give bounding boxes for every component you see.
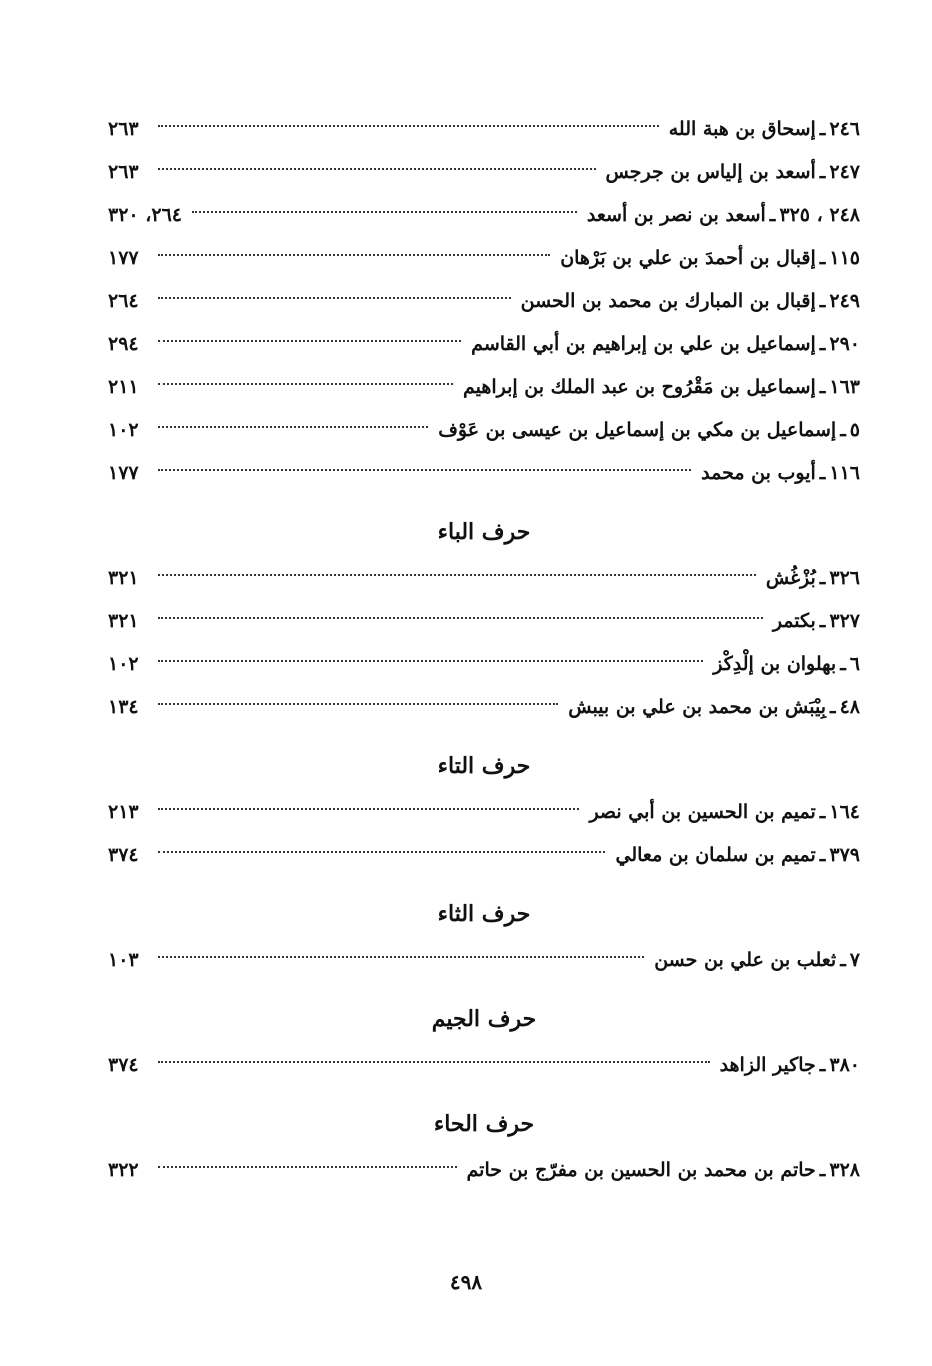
- entry-name: ثعلب بن علي بن حسن: [654, 949, 837, 971]
- entry-name: أسعد بن نصر بن أسعد: [586, 204, 766, 226]
- dot-leader: [158, 340, 461, 342]
- section-heading: حرف الجيم: [431, 1006, 537, 1032]
- entry-number: ٢٤٦: [829, 118, 860, 140]
- dot-leader: [158, 1166, 457, 1168]
- dot-leader: [158, 1061, 710, 1063]
- entry-separator: ـ: [830, 696, 836, 718]
- page-number: ٤٩٨: [449, 1270, 483, 1294]
- entry-separator: ـ: [819, 376, 826, 398]
- entry-name: إسماعيل بن علي بن إبراهيم بن أبي القاسم: [471, 333, 816, 355]
- index-entry: [108, 151, 860, 194]
- dot-leader: [158, 383, 453, 385]
- index-section: [108, 996, 860, 1087]
- entry-separator: ـ: [819, 118, 826, 140]
- entry-number: ١٦٤: [829, 801, 860, 823]
- index-section: [108, 108, 860, 495]
- entry-number: ٧: [849, 949, 860, 971]
- dot-leader: [192, 211, 577, 213]
- entry-name: بكتمر: [772, 610, 816, 632]
- index-entry: [108, 1044, 860, 1087]
- index-section: [108, 891, 860, 982]
- entry-page: ٣٧٤: [108, 1054, 139, 1076]
- dot-leader: [158, 297, 511, 299]
- index-entry: [108, 791, 860, 834]
- entry-page: ١٧٧: [108, 247, 139, 269]
- entry-page: ٣٧٤: [108, 844, 139, 866]
- section-heading: حرف الباء: [437, 519, 531, 545]
- dot-leader: [158, 956, 644, 958]
- index-entry: [108, 108, 860, 151]
- index-content: [108, 108, 860, 1192]
- entry-number: ٣٧٩: [829, 844, 860, 866]
- index-entry: [108, 323, 860, 366]
- entry-page: ٢٦٣: [108, 118, 139, 140]
- entry-number: ٣٨٠: [829, 1054, 860, 1076]
- entry-number: ٤٨: [839, 696, 860, 718]
- entry-separator: ـ: [819, 801, 826, 823]
- index-section: [108, 509, 860, 729]
- entry-page: ٢١٣: [108, 801, 139, 823]
- entry-page: ٣٢٢: [108, 1159, 139, 1181]
- dot-leader: [158, 254, 550, 256]
- entry-separator: ـ: [819, 610, 826, 632]
- index-section: [108, 743, 860, 877]
- entry-number: ٣٢٦: [829, 567, 860, 589]
- entry-number: ١١٥: [829, 247, 860, 269]
- entry-name: إقبال بن أحمدَ بن علي بن بَرْهان: [560, 247, 816, 269]
- entry-name: تميم بن الحسين بن أبي نصر: [589, 801, 816, 823]
- entry-page: ١٠٢: [108, 419, 139, 441]
- entry-separator: ـ: [819, 290, 826, 312]
- dot-leader: [158, 617, 763, 619]
- index-entry: [108, 452, 860, 495]
- dot-leader: [158, 851, 605, 853]
- entry-separator: ـ: [840, 949, 846, 971]
- entry-number: ١٦٣: [829, 376, 860, 398]
- entry-number: ٢٩٠: [829, 333, 860, 355]
- index-entry: [108, 409, 860, 452]
- section-heading: حرف الحاء: [433, 1111, 535, 1137]
- entry-name: تميم بن سلمان بن معالي: [615, 844, 816, 866]
- entry-separator: ـ: [819, 1159, 826, 1181]
- dot-leader: [158, 469, 691, 471]
- entry-page: ١٣٤: [108, 696, 139, 718]
- entry-separator: ـ: [819, 844, 826, 866]
- dot-leader: [158, 168, 596, 170]
- entry-separator: ـ: [819, 462, 826, 484]
- entry-page: ٢٩٤: [108, 333, 139, 355]
- index-entry: [108, 557, 860, 600]
- index-entry: [108, 939, 860, 982]
- entry-name: جاكير الزاهد: [719, 1054, 816, 1076]
- index-entry: [108, 834, 860, 877]
- entry-page: ٢٦٤: [108, 290, 139, 312]
- dot-leader: [158, 703, 558, 705]
- entry-page: ١٠٣: [108, 949, 139, 971]
- entry-number: ٣٢٧: [829, 610, 860, 632]
- entry-page: ٣٢١: [108, 567, 139, 589]
- entry-name: بُزْغُش: [765, 567, 816, 589]
- entry-name: إسحاق بن هبة الله: [668, 118, 816, 140]
- index-entry: [108, 600, 860, 643]
- entry-name: إسماعيل بن مكي بن إسماعيل بن عيسى بن عَوْف: [438, 419, 837, 441]
- entry-separator: ـ: [819, 333, 826, 355]
- index-section: [108, 1101, 860, 1192]
- entry-page: ٢٦٣: [108, 161, 139, 183]
- index-entry: [108, 366, 860, 409]
- entry-separator: ـ: [819, 1054, 826, 1076]
- entry-number: ٢٤٧: [829, 161, 860, 183]
- entry-name: بِيْبَش بن محمد بن علي بن بيبش: [568, 696, 826, 718]
- index-entry: [108, 237, 860, 280]
- entry-separator: ـ: [819, 247, 826, 269]
- entry-separator: ـ: [840, 419, 846, 441]
- entry-page: ١٠٢: [108, 653, 139, 675]
- dot-leader: [158, 426, 428, 428]
- dot-leader: [158, 125, 659, 127]
- dot-leader: [158, 808, 579, 810]
- entry-separator: ـ: [819, 567, 826, 589]
- dot-leader: [158, 574, 756, 576]
- entry-name: أسعد بن إلياس بن جرجس: [605, 161, 816, 183]
- entry-number: ٣٢٨: [829, 1159, 860, 1181]
- entry-separator: ـ: [840, 653, 846, 675]
- entry-number: ٢٤٩: [829, 290, 860, 312]
- section-heading: حرف التاء: [437, 753, 531, 779]
- entry-name: إسماعيل بن مَقْرُوح بن عبد الملك بن إبراهيم: [462, 376, 816, 398]
- entry-name: بهلوان بن إلْدِكْز: [713, 653, 837, 675]
- entry-number: ١١٦: [829, 462, 860, 484]
- entry-name: أيوب بن محمد: [701, 462, 816, 484]
- index-entry: [108, 1149, 860, 1192]
- entry-separator: ـ: [769, 204, 776, 226]
- entry-number: ٥: [849, 419, 860, 441]
- entry-name: إقبال بن المبارك بن محمد بن الحسن: [520, 290, 816, 312]
- entry-page: ٣٢١: [108, 610, 139, 632]
- index-entry: [108, 643, 860, 686]
- entry-number: ٦: [849, 653, 860, 675]
- index-entry: [108, 280, 860, 323]
- index-entry: [108, 194, 860, 237]
- dot-leader: [158, 660, 703, 662]
- entry-page: ١٧٧: [108, 462, 139, 484]
- entry-page: ٢١١: [108, 376, 139, 398]
- entry-name: حاتم بن محمد بن الحسين بن مفرّج بن حاتم: [466, 1159, 816, 1181]
- entry-number: ٢٤٨ ، ٣٢٥: [779, 204, 860, 226]
- entry-separator: ـ: [819, 161, 826, 183]
- index-entry: [108, 686, 860, 729]
- entry-page: ٢٦٤، ٣٢٠: [108, 204, 182, 226]
- section-heading: حرف الثاء: [437, 901, 531, 927]
